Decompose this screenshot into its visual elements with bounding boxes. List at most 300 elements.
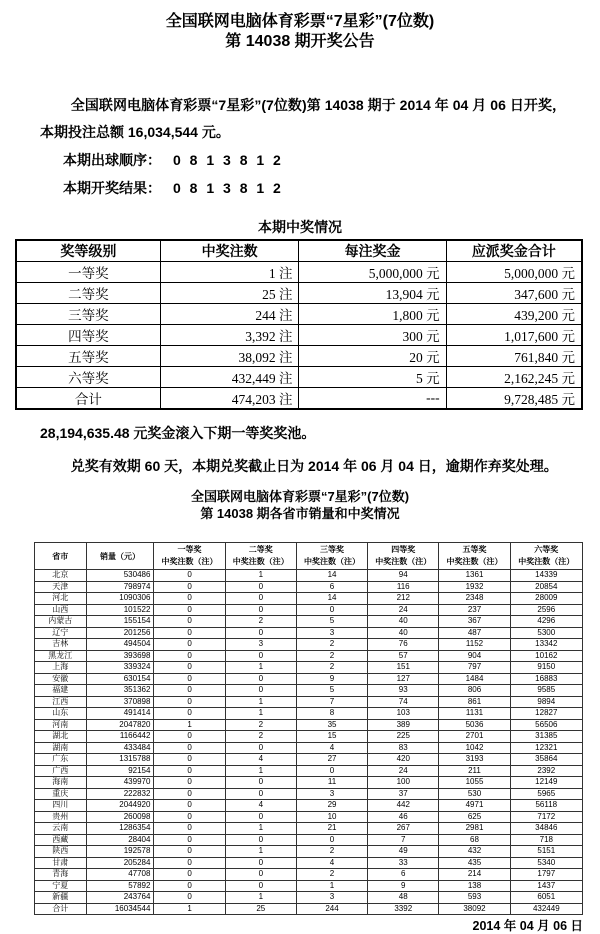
- province-value-cell: 0: [154, 788, 225, 800]
- province-value-cell: 3392: [368, 903, 439, 915]
- province-value-cell: 0: [225, 857, 296, 869]
- province-value-cell: 1: [296, 880, 367, 892]
- prize-tier-label: 二等奖: [248, 545, 273, 554]
- province-value-cell: 21: [296, 823, 367, 835]
- province-value-cell: 0: [154, 639, 225, 651]
- province-value-cell: 103: [368, 708, 439, 720]
- province-row: [35, 777, 583, 789]
- province-row: [35, 593, 583, 605]
- province-value-cell: 6: [296, 581, 367, 593]
- province-name-cell: 天津: [35, 581, 87, 593]
- province-value-cell: 57: [368, 650, 439, 662]
- prize-cell: 四等奖: [16, 325, 160, 346]
- province-value-cell: 2: [225, 719, 296, 731]
- province-value-cell: 625: [439, 811, 510, 823]
- winner-count-label: 中奖注数（注）: [161, 557, 218, 566]
- prize-cell: 3,392 注: [160, 325, 299, 346]
- prize-cell: 25 注: [160, 283, 299, 304]
- province-value-cell: 1: [154, 719, 225, 731]
- province-value-cell: 0: [154, 754, 225, 766]
- province-row: [35, 650, 583, 662]
- province-value-cell: 56506: [510, 719, 582, 731]
- province-value-cell: 530486: [86, 570, 154, 582]
- province-value-cell: 2392: [510, 765, 582, 777]
- prize-cell: 244 注: [160, 304, 299, 325]
- province-value-cell: 76: [368, 639, 439, 651]
- province-value-cell: 38092: [439, 903, 510, 915]
- province-value-cell: 1286354: [86, 823, 154, 835]
- province-column-header: [439, 543, 510, 570]
- province-name-cell: 上海: [35, 662, 87, 674]
- prize-cell: 38,092 注: [160, 346, 299, 367]
- province-value-cell: 267: [368, 823, 439, 835]
- prize-cell: 1,017,600 元: [446, 325, 582, 346]
- province-row: [35, 639, 583, 651]
- province-value-cell: 10162: [510, 650, 582, 662]
- prize-row: [16, 283, 582, 304]
- province-value-cell: 4: [225, 754, 296, 766]
- province-name-cell: 辽宁: [35, 627, 87, 639]
- province-value-cell: 6051: [510, 892, 582, 904]
- province-value-cell: 222832: [86, 788, 154, 800]
- province-name-cell: 北京: [35, 570, 87, 582]
- province-row: [35, 754, 583, 766]
- page-title-line2: 第 14038 期开奖公告: [225, 33, 375, 50]
- province-value-cell: 2981: [439, 823, 510, 835]
- province-value-cell: 5340: [510, 857, 582, 869]
- province-value-cell: 1042: [439, 742, 510, 754]
- province-row: [35, 685, 583, 697]
- province-value-cell: 35864: [510, 754, 582, 766]
- province-value-cell: 12827: [510, 708, 582, 720]
- province-name-cell: 广东: [35, 754, 87, 766]
- province-row: [35, 788, 583, 800]
- prize-row: [16, 367, 582, 388]
- prize-cell: 1,800 元: [299, 304, 446, 325]
- prize-tier-label: 一等奖: [177, 545, 202, 554]
- province-value-cell: 5: [296, 685, 367, 697]
- province-value-cell: 1797: [510, 869, 582, 881]
- province-value-cell: 0: [154, 777, 225, 789]
- province-row: [35, 662, 583, 674]
- province-column-header: [296, 543, 367, 570]
- province-value-cell: 47708: [86, 869, 154, 881]
- province-value-cell: 7: [296, 696, 367, 708]
- province-value-cell: 0: [225, 869, 296, 881]
- province-value-cell: 1484: [439, 673, 510, 685]
- province-value-cell: 6: [368, 869, 439, 881]
- province-row: [35, 673, 583, 685]
- province-value-cell: 0: [154, 616, 225, 628]
- province-value-cell: 31385: [510, 731, 582, 743]
- province-name-cell: 宁夏: [35, 880, 87, 892]
- province-value-cell: 0: [154, 880, 225, 892]
- province-value-cell: 432: [439, 846, 510, 858]
- province-value-cell: 35: [296, 719, 367, 731]
- province-value-cell: 1: [225, 765, 296, 777]
- prize-table-caption: 本期中奖情况: [258, 219, 342, 235]
- prize-cell: 2,162,245 元: [446, 367, 582, 388]
- province-value-cell: 0: [154, 593, 225, 605]
- province-value-cell: 92154: [86, 765, 154, 777]
- intro-paragraph: 全国联网电脑体育彩票“7星彩”(7位数)第 14038 期于 2014 年 04 月 06 日开奖，本期投注总额 16,034,544 元。: [40, 97, 566, 140]
- prize-row: [16, 325, 582, 346]
- province-name-cell: 陕西: [35, 846, 87, 858]
- province-value-cell: 0: [296, 604, 367, 616]
- province-value-cell: 57892: [86, 880, 154, 892]
- province-value-cell: 494504: [86, 639, 154, 651]
- prize-table-header-row: [16, 240, 582, 262]
- province-value-cell: 420: [368, 754, 439, 766]
- province-value-cell: 100: [368, 777, 439, 789]
- province-value-cell: 1166442: [86, 731, 154, 743]
- province-value-cell: 101522: [86, 604, 154, 616]
- province-value-cell: 212: [368, 593, 439, 605]
- province-value-cell: 201256: [86, 627, 154, 639]
- province-value-cell: 12149: [510, 777, 582, 789]
- province-column-header: [154, 543, 225, 570]
- province-value-cell: 2: [225, 616, 296, 628]
- province-value-cell: 351362: [86, 685, 154, 697]
- prize-cell: 439,200 元: [446, 304, 582, 325]
- province-value-cell: 367: [439, 616, 510, 628]
- province-value-cell: 27: [296, 754, 367, 766]
- draw-result-value: 0 8 1 3 8 1 2: [173, 180, 284, 196]
- province-name-cell: 山西: [35, 604, 87, 616]
- prize-cell: 合计: [16, 388, 160, 410]
- province-name-cell: 河北: [35, 593, 87, 605]
- winner-count-label: 中奖注数（注）: [446, 557, 503, 566]
- province-value-cell: 5300: [510, 627, 582, 639]
- province-name-cell: 贵州: [35, 811, 87, 823]
- province-value-cell: 5151: [510, 846, 582, 858]
- province-value-cell: 2044920: [86, 800, 154, 812]
- province-value-cell: 2047820: [86, 719, 154, 731]
- province-value-cell: 10: [296, 811, 367, 823]
- province-row: [35, 604, 583, 616]
- prize-cell: 432,449 注: [160, 367, 299, 388]
- province-value-cell: 1: [225, 846, 296, 858]
- winner-count-label: 中奖注数（注）: [375, 557, 432, 566]
- prize-tier-label: 五等奖: [462, 545, 487, 554]
- province-row: [35, 892, 583, 904]
- province-value-cell: 93: [368, 685, 439, 697]
- province-value-cell: 0: [154, 731, 225, 743]
- province-column-header: 省市: [35, 543, 87, 570]
- province-value-cell: 151: [368, 662, 439, 674]
- province-value-cell: 1: [225, 892, 296, 904]
- province-value-cell: 5: [296, 616, 367, 628]
- province-row: [35, 627, 583, 639]
- province-value-cell: 0: [154, 696, 225, 708]
- province-value-cell: 593: [439, 892, 510, 904]
- province-name-cell: 重庆: [35, 788, 87, 800]
- province-value-cell: 20854: [510, 581, 582, 593]
- province-name-cell: 西藏: [35, 834, 87, 846]
- province-value-cell: 127: [368, 673, 439, 685]
- province-value-cell: 5036: [439, 719, 510, 731]
- province-value-cell: 2: [296, 650, 367, 662]
- prize-cell: 二等奖: [16, 283, 160, 304]
- province-value-cell: 24: [368, 765, 439, 777]
- province-column-header: [225, 543, 296, 570]
- province-name-cell: 安徽: [35, 673, 87, 685]
- province-value-cell: 0: [154, 823, 225, 835]
- prize-cell: 5,000,000 元: [446, 262, 582, 283]
- province-value-cell: 0: [296, 765, 367, 777]
- province-name-cell: 海南: [35, 777, 87, 789]
- province-value-cell: 798974: [86, 581, 154, 593]
- province-value-cell: 432449: [510, 903, 582, 915]
- province-value-cell: 28404: [86, 834, 154, 846]
- province-value-cell: 24: [368, 604, 439, 616]
- province-value-cell: 155154: [86, 616, 154, 628]
- province-value-cell: 0: [154, 581, 225, 593]
- province-value-cell: 0: [154, 892, 225, 904]
- page-title-line1: 全国联网电脑体育彩票“7星彩”(7位数): [165, 13, 435, 30]
- province-value-cell: 225: [368, 731, 439, 743]
- prize-row: [16, 262, 582, 283]
- province-table-header-row: [35, 543, 583, 570]
- province-value-cell: 1932: [439, 581, 510, 593]
- province-value-cell: 339324: [86, 662, 154, 674]
- province-name-cell: 广西: [35, 765, 87, 777]
- prize-row: [16, 388, 582, 410]
- province-value-cell: 0: [154, 673, 225, 685]
- province-value-cell: 0: [154, 857, 225, 869]
- prize-table: [15, 239, 583, 410]
- province-value-cell: 15: [296, 731, 367, 743]
- province-value-cell: 9: [368, 880, 439, 892]
- prize-cell: 761,840 元: [446, 346, 582, 367]
- province-value-cell: 3: [225, 639, 296, 651]
- province-value-cell: 3: [296, 627, 367, 639]
- prize-cell: 5,000,000 元: [299, 262, 446, 283]
- province-value-cell: 389: [368, 719, 439, 731]
- prize-cell: 9,728,485 元: [446, 388, 582, 410]
- province-value-cell: 0: [154, 869, 225, 881]
- province-value-cell: 2701: [439, 731, 510, 743]
- province-value-cell: 0: [154, 800, 225, 812]
- province-value-cell: 2348: [439, 593, 510, 605]
- province-value-cell: 12321: [510, 742, 582, 754]
- province-value-cell: 14339: [510, 570, 582, 582]
- province-value-cell: 14: [296, 570, 367, 582]
- province-value-cell: 205284: [86, 857, 154, 869]
- province-name-cell: 四川: [35, 800, 87, 812]
- province-value-cell: 7: [368, 834, 439, 846]
- province-value-cell: 260098: [86, 811, 154, 823]
- province-value-cell: 0: [154, 604, 225, 616]
- prize-row: [16, 304, 582, 325]
- province-value-cell: 370898: [86, 696, 154, 708]
- prize-tier-label: 三等奖: [320, 545, 345, 554]
- province-value-cell: 28009: [510, 593, 582, 605]
- prize-column-header: 中奖注数: [160, 240, 299, 262]
- province-value-cell: 797: [439, 662, 510, 674]
- province-value-cell: 3: [296, 892, 367, 904]
- province-value-cell: 2: [225, 731, 296, 743]
- province-value-cell: 244: [296, 903, 367, 915]
- province-value-cell: 40: [368, 627, 439, 639]
- province-value-cell: 0: [225, 880, 296, 892]
- prize-column-header: 奖等级别: [16, 240, 160, 262]
- province-value-cell: 29: [296, 800, 367, 812]
- province-name-cell: 山东: [35, 708, 87, 720]
- province-value-cell: 0: [154, 846, 225, 858]
- prize-cell: 474,203 注: [160, 388, 299, 410]
- province-value-cell: 0: [154, 834, 225, 846]
- prize-cell: 13,904 元: [299, 283, 446, 304]
- province-value-cell: 1055: [439, 777, 510, 789]
- province-row: [35, 765, 583, 777]
- province-value-cell: 433484: [86, 742, 154, 754]
- province-value-cell: 49: [368, 846, 439, 858]
- province-row: [35, 616, 583, 628]
- prize-cell: ---: [299, 388, 446, 410]
- province-value-cell: 0: [225, 834, 296, 846]
- province-value-cell: 9894: [510, 696, 582, 708]
- province-value-cell: 1: [225, 823, 296, 835]
- province-value-cell: 192578: [86, 846, 154, 858]
- province-value-cell: 116: [368, 581, 439, 593]
- province-value-cell: 530: [439, 788, 510, 800]
- province-value-cell: 214: [439, 869, 510, 881]
- province-row: [35, 857, 583, 869]
- province-value-cell: 9: [296, 673, 367, 685]
- province-value-cell: 5965: [510, 788, 582, 800]
- province-value-cell: 25: [225, 903, 296, 915]
- province-value-cell: 0: [154, 685, 225, 697]
- prize-cell: 一等奖: [16, 262, 160, 283]
- province-value-cell: 33: [368, 857, 439, 869]
- province-value-cell: 14: [296, 593, 367, 605]
- province-value-cell: 2: [296, 869, 367, 881]
- prize-column-header: 每注奖金: [299, 240, 446, 262]
- province-column-header: 销量（元）: [86, 543, 154, 570]
- province-value-cell: 0: [225, 604, 296, 616]
- draw-result-line: [63, 174, 600, 202]
- province-value-cell: 40: [368, 616, 439, 628]
- province-column-header: [368, 543, 439, 570]
- redeem-text: 兑奖有效期 60 天，本期兑奖截止日为 2014 年 06 月 04 日，逾期作弃奖处理。: [70, 458, 558, 474]
- province-value-cell: 34846: [510, 823, 582, 835]
- draw-order-label: 本期出球顺序：: [63, 152, 161, 168]
- province-value-cell: 0: [225, 627, 296, 639]
- province-value-cell: 0: [154, 765, 225, 777]
- province-name-cell: 吉林: [35, 639, 87, 651]
- province-value-cell: 211: [439, 765, 510, 777]
- province-value-cell: 4: [296, 857, 367, 869]
- province-value-cell: 0: [154, 708, 225, 720]
- province-row: [35, 869, 583, 881]
- province-section-title-line2: 第 14038 期各省市销量和中奖情况: [200, 506, 400, 521]
- province-value-cell: 2: [296, 846, 367, 858]
- province-name-cell: 青海: [35, 869, 87, 881]
- province-value-cell: 0: [154, 662, 225, 674]
- province-value-cell: 48: [368, 892, 439, 904]
- province-value-cell: 3: [296, 788, 367, 800]
- province-value-cell: 9150: [510, 662, 582, 674]
- province-value-cell: 11: [296, 777, 367, 789]
- province-value-cell: 861: [439, 696, 510, 708]
- province-value-cell: 0: [225, 581, 296, 593]
- province-value-cell: 435: [439, 857, 510, 869]
- province-row: [35, 731, 583, 743]
- province-value-cell: 718: [510, 834, 582, 846]
- prize-cell: 三等奖: [16, 304, 160, 325]
- province-value-cell: 237: [439, 604, 510, 616]
- province-value-cell: 1: [225, 662, 296, 674]
- prize-cell: 1 注: [160, 262, 299, 283]
- province-value-cell: 0: [154, 570, 225, 582]
- prize-cell: 5 元: [299, 367, 446, 388]
- announcement-page: [0, 12, 600, 934]
- province-value-cell: 74: [368, 696, 439, 708]
- province-name-cell: 新疆: [35, 892, 87, 904]
- province-row: [35, 811, 583, 823]
- province-value-cell: 0: [225, 788, 296, 800]
- province-value-cell: 7172: [510, 811, 582, 823]
- province-value-cell: 16034544: [86, 903, 154, 915]
- province-row: [35, 708, 583, 720]
- province-row: [35, 719, 583, 731]
- province-value-cell: 0: [154, 811, 225, 823]
- province-value-cell: 4296: [510, 616, 582, 628]
- province-name-cell: 江西: [35, 696, 87, 708]
- province-name-cell: 湖北: [35, 731, 87, 743]
- prize-cell: 六等奖: [16, 367, 160, 388]
- province-value-cell: 0: [225, 593, 296, 605]
- prize-cell: 347,600 元: [446, 283, 582, 304]
- province-name-cell: 黑龙江: [35, 650, 87, 662]
- province-value-cell: 8: [296, 708, 367, 720]
- rollover-text: 28,194,635.48 元奖金滚入下期一等奖奖池。: [40, 425, 316, 441]
- province-value-cell: 3193: [439, 754, 510, 766]
- province-value-cell: 2: [296, 639, 367, 651]
- province-value-cell: 439970: [86, 777, 154, 789]
- province-row: [35, 570, 583, 582]
- winner-count-label: 中奖注数（注）: [518, 557, 575, 566]
- province-value-cell: 806: [439, 685, 510, 697]
- province-value-cell: 1152: [439, 639, 510, 651]
- province-value-cell: 2596: [510, 604, 582, 616]
- prize-column-header: 应派奖金合计: [446, 240, 582, 262]
- province-value-cell: 0: [225, 673, 296, 685]
- province-value-cell: 37: [368, 788, 439, 800]
- draw-order-value: 0 8 1 3 8 1 2: [173, 152, 284, 168]
- province-value-cell: 68: [439, 834, 510, 846]
- province-value-cell: 4: [296, 742, 367, 754]
- province-row: [35, 696, 583, 708]
- province-value-cell: 0: [225, 777, 296, 789]
- province-value-cell: 16883: [510, 673, 582, 685]
- province-value-cell: 1: [225, 696, 296, 708]
- province-name-cell: 甘肃: [35, 857, 87, 869]
- province-row: [35, 581, 583, 593]
- province-value-cell: 1131: [439, 708, 510, 720]
- draw-order-line: [63, 146, 600, 174]
- province-value-cell: 0: [296, 834, 367, 846]
- province-value-cell: 0: [225, 685, 296, 697]
- prize-cell: 300 元: [299, 325, 446, 346]
- province-value-cell: 491414: [86, 708, 154, 720]
- prize-cell: 五等奖: [16, 346, 160, 367]
- footer-date: 2014 年 04 月 06 日: [472, 919, 583, 933]
- province-name-cell: 福建: [35, 685, 87, 697]
- province-sales-table: [34, 542, 583, 915]
- province-value-cell: 13342: [510, 639, 582, 651]
